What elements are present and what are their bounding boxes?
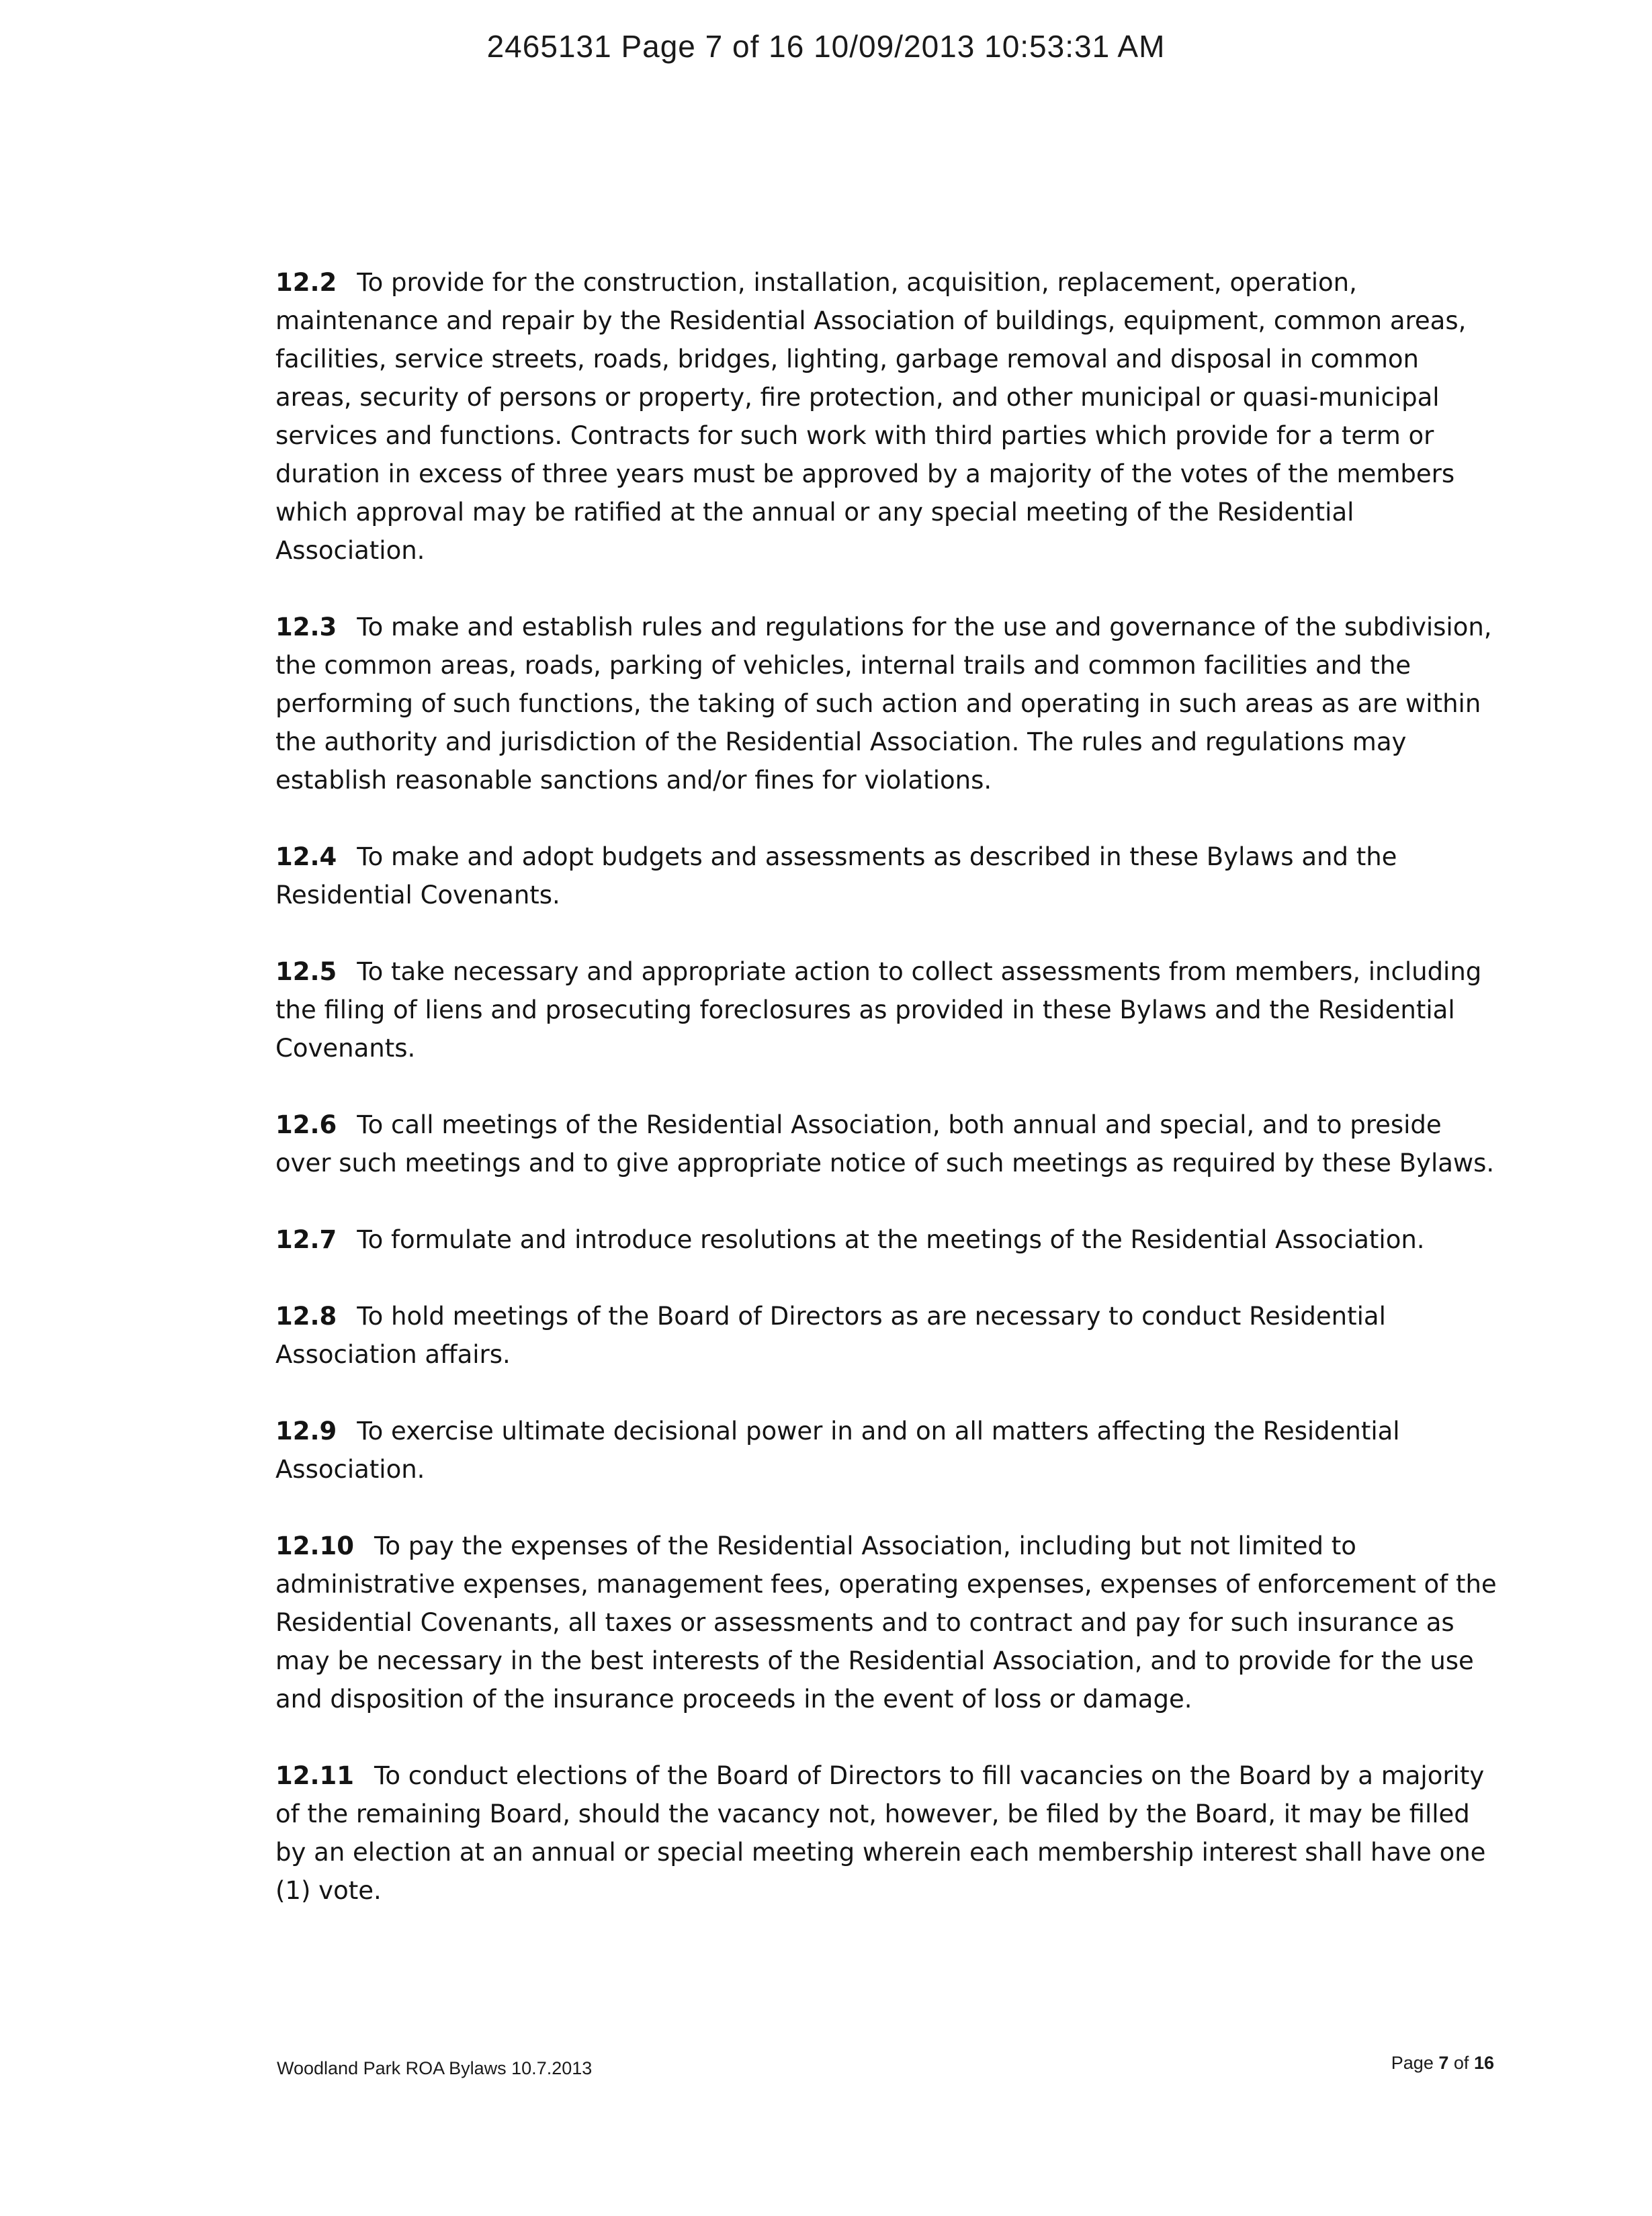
section-12-5 xyxy=(275,952,1498,1067)
section-12-11 xyxy=(275,1757,1498,1910)
section-number: 12.8 xyxy=(275,1302,337,1331)
section-text: To provide for the construction, installation, acquisition, replacement, operation, maintenance and repair by the Residential Association of buildings, equipment, common areas, facilities, service streets, roads, bridges, lighting, garbage removal and disposal in common areas, security of persons or property, fire protection, and other municipal or quasi-municipal services and functions. Contracts for such work with third parties which provide for a term or duration in excess of three years must be approved by a majority of the votes of the members which approval may be ratified at the annual or any special meeting of the Residential Association. xyxy=(275,268,1467,565)
section-text: To hold meetings of the Board of Directors as are necessary to conduct Residential Association affairs. xyxy=(275,1302,1386,1369)
section-text: To pay the expenses of the Residential Association, including but not limited to administrative expenses, management fees, operating expenses, expenses of enforcement of the Residential Covenants, all taxes or assessments and to contract and pay for such insurance as may be necessary in the best interests of the Residential Association, and to provide for the use and disposition of the insurance proceeds in the event of loss or damage. xyxy=(275,1532,1497,1714)
section-text: To formulate and introduce resolutions at the meetings of the Residential Association. xyxy=(357,1225,1425,1254)
section-text: To make and establish rules and regulations for the use and governance of the subdivision, the common areas, roads, parking of vehicles, internal trails and common facilities and the performing of such functions, the taking of such action and operating in such areas as are within the authority and jurisdiction of the Residential Association. The rules and regulations may establish reasonable sanctions and/or fines for violations. xyxy=(275,613,1492,795)
bylaws-body xyxy=(275,263,1498,1948)
section-number: 12.2 xyxy=(275,268,337,297)
footer-page-number xyxy=(1391,2053,1494,2074)
section-number: 12.7 xyxy=(275,1225,337,1254)
section-text: To exercise ultimate decisional power in and on all matters affecting the Residential Association. xyxy=(275,1417,1400,1484)
section-number: 12.4 xyxy=(275,842,337,871)
footer-document-title: Woodland Park ROA Bylaws 10.7.2013 xyxy=(277,2058,593,2078)
footer-of-label: of xyxy=(1453,2053,1469,2073)
section-12-6 xyxy=(275,1106,1498,1182)
section-12-10 xyxy=(275,1527,1498,1718)
section-12-2 xyxy=(275,263,1498,570)
section-number: 12.5 xyxy=(275,957,337,986)
section-12-8 xyxy=(275,1297,1498,1374)
section-12-3 xyxy=(275,608,1498,799)
footer-page-total: 16 xyxy=(1473,2053,1494,2073)
section-text: To conduct elections of the Board of Directors to fill vacancies on the Board by a majority of the remaining Board, should the vacancy not, however, be filed by the Board, it may be filled by an election at an annual or special meeting wherein each membership interest shall have one (1) vote. xyxy=(275,1761,1486,1905)
section-number: 12.3 xyxy=(275,613,337,641)
section-number: 12.6 xyxy=(275,1110,337,1139)
section-12-9 xyxy=(275,1412,1498,1489)
footer-page-label: Page xyxy=(1391,2053,1434,2073)
section-text: To call meetings of the Residential Association, both annual and special, and to preside over such meetings and to give appropriate notice of such meetings as required by these Bylaws. xyxy=(275,1110,1495,1178)
fax-header-line: 2465131 Page 7 of 16 10/09/2013 10:53:31 AM xyxy=(486,29,1166,64)
section-number: 12.10 xyxy=(275,1532,355,1560)
section-number: 12.11 xyxy=(275,1761,355,1790)
section-text: To make and adopt budgets and assessments as described in these Bylaws and the Residential Covenants. xyxy=(275,842,1397,910)
section-text: To take necessary and appropriate action to collect assessments from members, including the filing of liens and prosecuting foreclosures as provided in these Bylaws and the Residential Covenants. xyxy=(275,957,1482,1063)
section-12-7 xyxy=(275,1221,1498,1259)
footer-page-current: 7 xyxy=(1438,2053,1449,2073)
section-number: 12.9 xyxy=(275,1417,337,1446)
section-12-4 xyxy=(275,838,1498,914)
